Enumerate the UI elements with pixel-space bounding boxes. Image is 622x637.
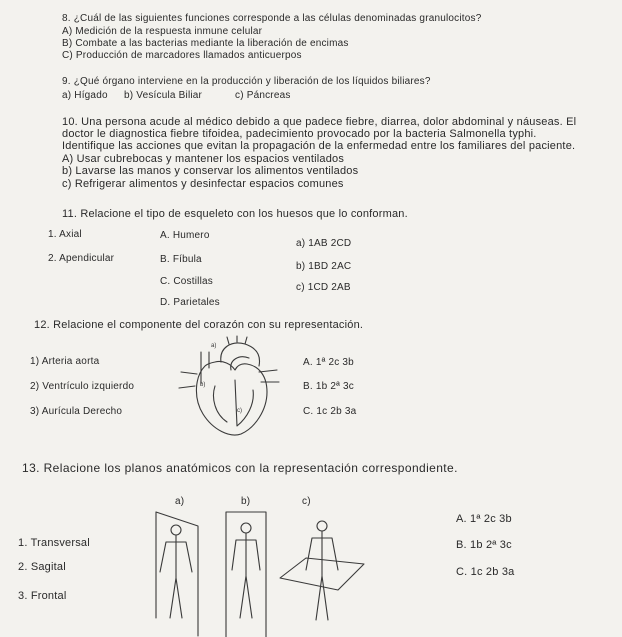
q10-line-3: Identifique las acciones que evitan la propagación de la enfermedad entre los familiares del paciente. [62, 140, 576, 152]
heart-outline [196, 361, 267, 435]
q9-option-a: a) Hígado [62, 90, 108, 101]
q8-option-c: C) Producción de marcadores llamados anticuerpos [62, 50, 302, 61]
q12-item-2: 2) Ventrículo izquierdo [30, 381, 135, 392]
figure-b-head [241, 523, 251, 533]
q11-bone-d: D. Parietales [160, 297, 220, 308]
figure-c-body [306, 531, 338, 620]
q10-option-a: A) Usar cubrebocas y mantener los espacios ventilados [62, 153, 345, 165]
q12-question: 12. Relacione el componente del corazón con su representación. [34, 319, 364, 331]
q13-answer-a: A. 1ª 2c 3b [456, 513, 512, 525]
figure-b-body [232, 533, 260, 618]
q12-answer-a: A. 1ª 2c 3b [303, 357, 354, 368]
q11-answer-c: c) 1CD 2AB [296, 282, 351, 293]
q11-left-1: 1. Axial [48, 229, 82, 240]
figure-c-head [317, 521, 327, 531]
q10-option-b: b) Lavarse las manos y conservar los alimentos ventilados [62, 165, 359, 177]
q11-bone-b: B. Fíbula [160, 254, 202, 265]
q8-question: 8. ¿Cuál de las siguientes funciones corresponde a las células denominadas granulocitos? [62, 13, 482, 24]
q11-question: 11. Relacione el tipo de esqueleto con los huesos que lo conforman. [62, 208, 408, 220]
q12-answer-b: B. 1b 2ª 3c [303, 381, 354, 392]
q13-answer-c: C. 1c 2b 3a [456, 566, 515, 578]
plane-label-a: a) [175, 496, 185, 507]
q9-option-b: b) Vesícula Biliar [124, 90, 203, 101]
plane-figure-a [148, 508, 206, 637]
frontal-plane-shape [156, 512, 198, 636]
heart-marker-a: a) [211, 343, 217, 349]
q11-bone-a: A. Humero [160, 230, 210, 241]
q12-answer-c: C. 1c 2b 3a [303, 406, 357, 417]
q13-answer-b: B. 1b 2ª 3c [456, 539, 512, 551]
figure-a-body [160, 535, 192, 618]
q11-bone-c: C. Costillas [160, 276, 213, 287]
plane-label-c: c) [302, 496, 311, 507]
q13-item-3: 3. Frontal [18, 590, 67, 602]
vena-cava [201, 352, 209, 384]
plane-figure-c [276, 508, 368, 637]
left-vessels [179, 372, 197, 388]
interior-chambers [214, 380, 254, 426]
q12-item-1: 1) Arteria aorta [30, 356, 100, 367]
plane-label-b: b) [241, 496, 251, 507]
figure-a-head [171, 525, 181, 535]
q11-answer-b: b) 1BD 2AC [296, 261, 352, 272]
heart-marker-c: c) [237, 408, 242, 414]
q12-item-3: 3) Aurícula Derecho [30, 406, 123, 417]
heart-illustration [175, 336, 285, 444]
q11-left-2: 2. Apendicular [48, 253, 115, 264]
q8-option-b: B) Combate a las bacterias mediante la liberación de encimas [62, 38, 349, 49]
plane-figure-b [218, 508, 276, 637]
q11-answer-a: a) 1AB 2CD [296, 238, 352, 249]
q9-option-c: c) Páncreas [235, 90, 291, 101]
q13-item-2: 2. Sagital [18, 561, 66, 573]
heart-marker-b: b) [200, 382, 206, 388]
q13-question: 13. Relacione los planos anatómicos con la representación correspondiente. [22, 461, 458, 475]
q8-option-a: A) Medición de la respuesta inmune celular [62, 26, 263, 37]
right-vessels [259, 370, 279, 382]
q10-line-1: 10. Una persona acude al médico debido a que padece fiebre, diarrea, dolor abdominal y náuseas. El [62, 116, 577, 128]
q10-option-c: c) Refrigerar alimentos y desinfectar espacios comunes [62, 178, 344, 190]
q13-item-1: 1. Transversal [18, 537, 90, 549]
q9-question: 9. ¿Qué órgano interviene en la producción y liberación de los líquidos biliares? [62, 76, 431, 87]
q10-line-2: doctor le diagnostica fiebre tifoidea, padecimiento provocado por la bacteria Salmonella typhi. [62, 128, 537, 140]
